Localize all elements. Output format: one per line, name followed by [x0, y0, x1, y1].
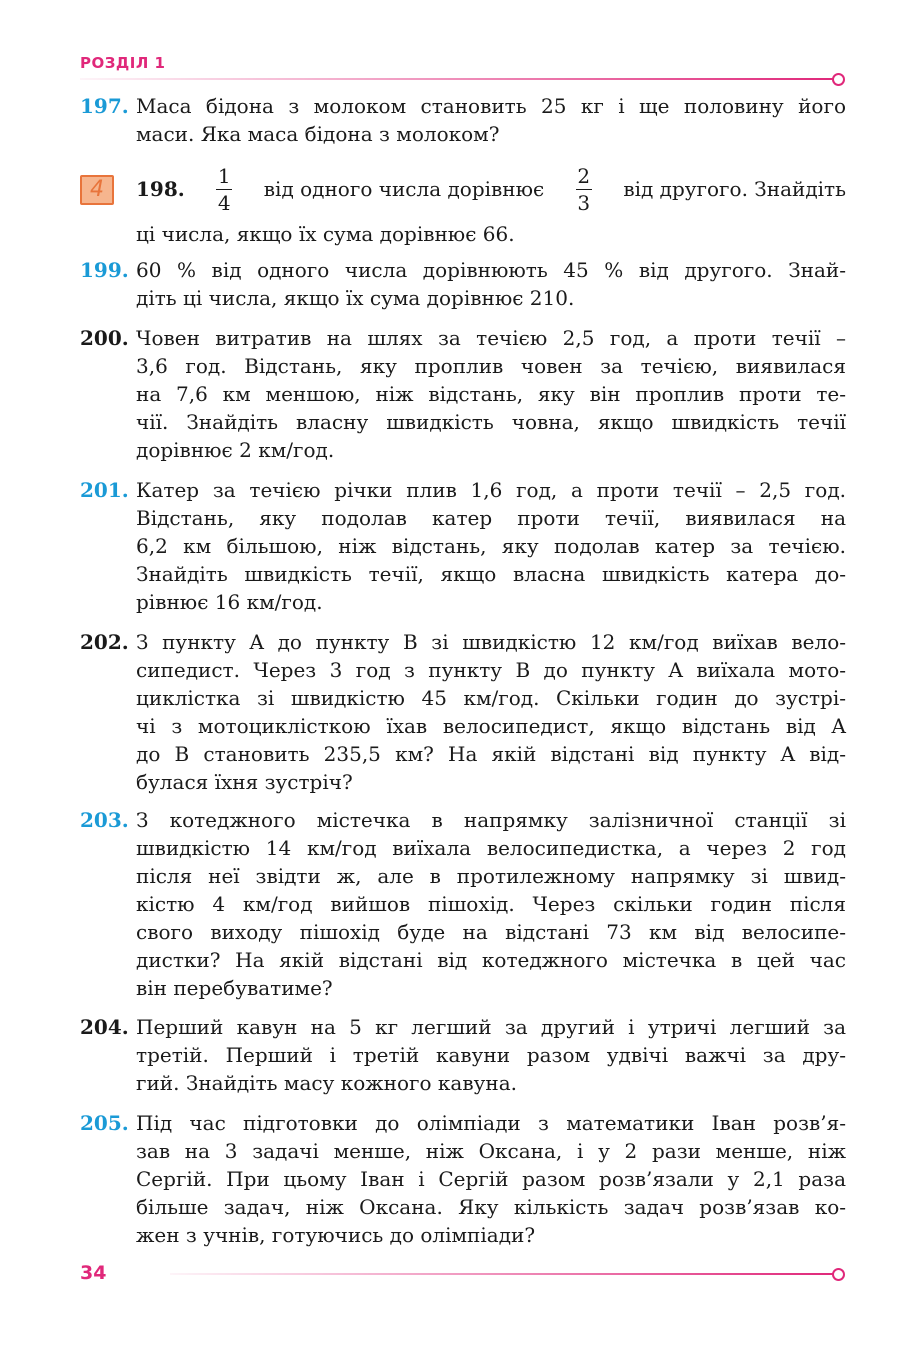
text-line: чії. Знайдіть власну швидкість човна, якщо швидкість течії [136, 410, 846, 434]
problem-204 [80, 1013, 846, 1097]
problem-text [136, 256, 846, 312]
problem-199 [80, 256, 846, 312]
text-segment: від одного числа дорівнює [263, 177, 545, 201]
problem-text [136, 1013, 846, 1097]
problem-text [136, 92, 846, 148]
text-line: на 7,6 км меншою, ніж відстань, яку він проплив проти те- [136, 382, 846, 406]
text-line: свого виходу пішохід буде на відстані 73 км від велосипе- [136, 920, 846, 944]
text-line: Знайдіть швидкість течії, якщо власна швидкість катера до- [136, 562, 846, 586]
text-line: чі з мотоциклісткою їхав велосипедист, якщо відстань від A [136, 714, 846, 738]
level-badge: 4 [80, 175, 114, 205]
problem-number: 201. [80, 478, 129, 502]
problem-198 [136, 160, 846, 248]
text-line: гий. Знайдіть масу кожного кавуна. [136, 1071, 517, 1095]
text-line: З пункту A до пункту B зі швидкістю 12 км/год виїхав вело- [136, 630, 846, 654]
text-line: булася їхня зустріч? [136, 770, 353, 794]
text-line: Катер за течією річки плив 1,6 год, а проти течії – 2,5 год. [136, 478, 846, 502]
problem-205 [80, 1109, 846, 1249]
problem-201 [80, 476, 846, 616]
text-line: до B становить 235,5 км? На якій відстані від пункту A від- [136, 742, 846, 766]
text-line: Човен витратив на шлях за течією 2,5 год, а проти течії – [136, 326, 846, 350]
problem-text [136, 628, 846, 796]
text-line: швидкістю 14 км/год виїхала велосипедистка, а через 2 год [136, 836, 846, 860]
text-line: 60 % від одного числа дорівнюють 45 % від другого. Знай- [136, 258, 846, 282]
text-line: діть ці числа, якщо їх сума дорівнює 210. [136, 286, 575, 310]
text-line: маси. Яка маса бідона з молоком? [136, 122, 500, 146]
text-line: дорівнює 2 км/год. [136, 438, 335, 462]
text-line: після неї звідти ж, але в протилежному напрямку зі швид- [136, 864, 846, 888]
text-line: більше задач, ніж Оксана. Яку кількість задач розв’язав ко- [136, 1195, 846, 1219]
problem-number: 200. [80, 326, 129, 350]
problem-197 [80, 92, 846, 148]
text-line: циклістка зі швидкістю 45 км/год. Скільки годин до зустрі- [136, 686, 846, 710]
fraction-denominator: 3 [577, 190, 591, 215]
text-line: З котеджного містечка в напрямку залізничної станції зі [136, 808, 846, 832]
problem-number: 202. [80, 630, 129, 654]
problem-number: 205. [80, 1111, 129, 1135]
text-line: Відстань, яку подолав катер проти течії, виявилася на [136, 506, 846, 530]
problem-number: 198. [136, 177, 185, 201]
fraction-one-quarter [216, 165, 233, 214]
text-line: жен з учнів, готуючись до олімпіади? [136, 1223, 536, 1247]
problem-text [136, 806, 846, 1002]
text-line: Сергій. При цьому Іван і Сергій разом розв’язали у 2,1 раза [136, 1167, 846, 1191]
text-line: зав на 3 задачі менше, ніж Оксана, і у 2 рази менше, ніж [136, 1139, 846, 1163]
footer-rule-dot [832, 1268, 845, 1281]
problem-number: 197. [80, 94, 129, 118]
problem-200 [80, 324, 846, 464]
header-rule-dot [832, 73, 845, 86]
problem-203 [80, 806, 846, 1002]
text-line: Перший кавун на 5 кг легший за другий і утричі легший за [136, 1015, 846, 1039]
text-line: сипедист. Через 3 год з пункту B до пункту A виїхала мото- [136, 658, 846, 682]
problem-text [136, 476, 846, 616]
text-line: 3,6 год. Відстань, яку проплив човен за течією, виявилася [136, 354, 846, 378]
problem-text [136, 324, 846, 464]
problem-202 [80, 628, 846, 796]
text-line: він перебуватиме? [136, 976, 333, 1000]
text-line: рівнює 16 км/год. [136, 590, 323, 614]
text-line: Під час підготовки до олімпіади з математики Іван розв’я- [136, 1111, 846, 1135]
fraction-numerator: 1 [217, 163, 231, 188]
problem-number: 203. [80, 808, 129, 832]
text-line: Маса бідона з молоком становить 25 кг і ще половину його [136, 94, 846, 118]
text-line: 6,2 км більшою, ніж відстань, яку подолав катер за течією. [136, 534, 846, 558]
fraction-denominator: 4 [217, 190, 231, 215]
text-line: третій. Перший і третій кавуни разом удвічі важчі за дру- [136, 1043, 846, 1067]
footer-rule [170, 1273, 836, 1275]
problem-number: 199. [80, 258, 129, 282]
fraction-numerator: 2 [577, 163, 591, 188]
header-rule [80, 78, 836, 80]
problem-number: 204. [80, 1015, 129, 1039]
text-line: дистки? На якій відстані від котеджного містечка в цей час [136, 948, 846, 972]
section-label: РОЗДІЛ 1 [80, 54, 166, 72]
problem-text [136, 1109, 846, 1249]
text-line: кістю 4 км/год вийшов пішохід. Через скільки годин після [136, 892, 846, 916]
page-number: 34 [80, 1262, 107, 1284]
text-line: ці числа, якщо їх сума дорівнює 66. [136, 222, 515, 246]
fraction-two-thirds [575, 165, 592, 214]
text-segment: від другого. Знайдіть [623, 177, 846, 201]
